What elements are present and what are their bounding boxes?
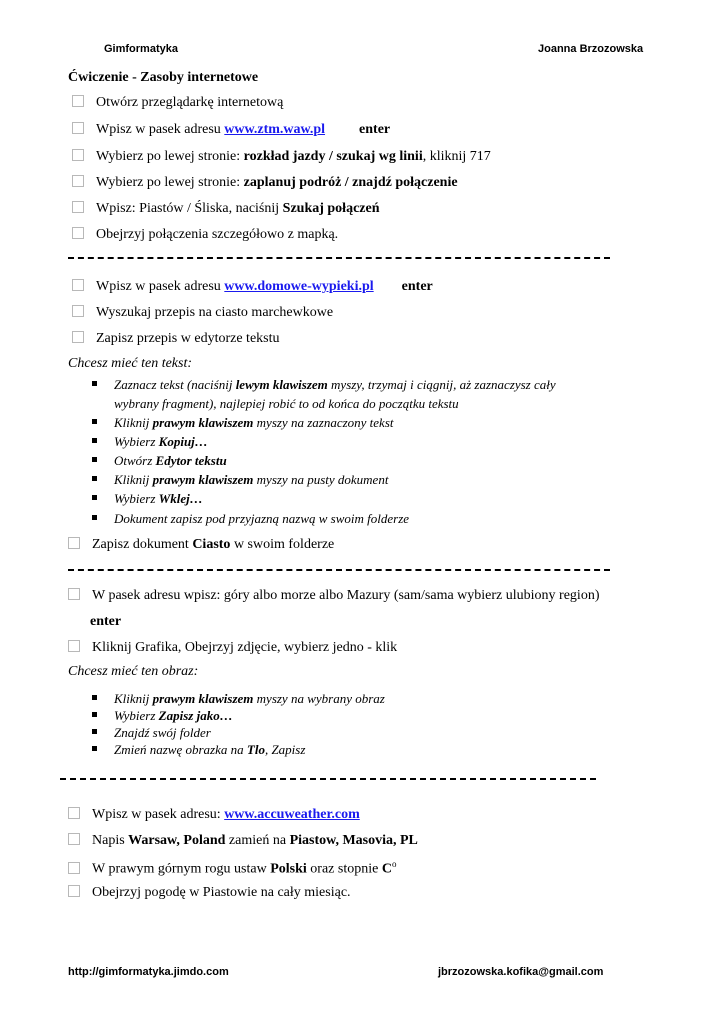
checkbox-icon xyxy=(72,305,84,317)
checkbox-icon xyxy=(68,885,80,897)
divider xyxy=(68,569,610,571)
list-item: Kliknij Grafika, Obejrzyj zdjęcie, wybierz jedno - klik xyxy=(68,640,397,656)
list-item: Kliknij prawym klawiszem myszy na zaznaczony tekst xyxy=(92,413,394,432)
list-item: W prawym górnym rogu ustaw Polski oraz stopnie $C^o$ xyxy=(68,859,396,878)
divider xyxy=(68,257,610,259)
checkbox-icon xyxy=(68,807,80,819)
list-item: Wybierz po lewej stronie: rozkład jazdy / szukaj wg linii, kliknij 717 xyxy=(72,149,491,165)
divider xyxy=(60,778,596,780)
bullet-icon xyxy=(92,457,97,462)
list-item: Wybierz po lewej stronie: zaplanuj podróż / znajdź połączenie xyxy=(72,175,458,191)
copy-image-heading: Chcesz mieć ten obraz: xyxy=(68,664,199,679)
list-item: Obejrzyj pogodę w Piastowie na cały miesiąc. xyxy=(68,885,351,901)
ztm-link[interactable]: www.ztm.waw.pl xyxy=(224,122,326,137)
bullet-icon xyxy=(92,438,97,443)
list-item: Otwórz Edytor tekstu xyxy=(92,451,227,470)
checkbox-icon xyxy=(72,175,84,187)
list-item: Napis Warsaw, Poland zamień na Piastow, Masovia, PL xyxy=(68,833,418,849)
copy-text-heading: Chcesz mieć ten tekst: xyxy=(68,356,193,371)
list-item: Wybierz Kopiuj… xyxy=(92,432,208,451)
list-item: Wpisz w pasek adresu www.domowe-wypieki.pl enter xyxy=(72,279,433,295)
list-item: Zaznacz tekst (naciśnij lewym klawiszem myszy, trzymaj i ciągnij, aż zaznaczysz cały wybrany fragment), najlepiej robić to od końca do początku tekstu xyxy=(92,375,556,413)
checkbox-icon xyxy=(72,279,84,291)
page-title: Ćwiczenie - Zasoby internetowe xyxy=(68,70,259,85)
checkbox-icon xyxy=(72,149,84,161)
bullet-icon xyxy=(92,476,97,481)
bullet-icon xyxy=(92,515,97,520)
list-item: Wyszukaj przepis na ciasto marchewkowe xyxy=(72,305,333,321)
checkbox-icon xyxy=(68,862,80,874)
list-item: Zmień nazwę obrazka na Tlo, Zapisz xyxy=(92,740,305,759)
checkbox-icon xyxy=(72,201,84,213)
checkbox-icon xyxy=(68,833,80,845)
enter-label: enter xyxy=(90,614,122,629)
list-item: Kliknij prawym klawiszem myszy na wybrany obraz xyxy=(92,689,385,708)
domowe-wypieki-link[interactable]: www.domowe-wypieki.pl xyxy=(224,279,374,294)
list-item: Zapisz przepis w edytorze tekstu xyxy=(72,331,280,347)
checkbox-icon xyxy=(72,95,84,107)
checkbox-icon xyxy=(68,588,80,600)
accuweather-link[interactable]: www.accuweather.com xyxy=(224,807,360,822)
bullet-icon xyxy=(92,695,97,700)
checkbox-icon xyxy=(68,640,80,652)
footer-email[interactable]: jbrzozowska.kofika@gmail.com xyxy=(438,966,604,978)
list-item: W pasek adresu wpisz: góry albo morze albo Mazury (sam/sama wybierz ulubiony region) xyxy=(68,588,599,604)
header-right: Joanna Brzozowska xyxy=(538,43,644,55)
footer-website[interactable]: http://gimformatyka.jimdo.com xyxy=(68,966,229,978)
list-item: Zapisz dokument Ciasto w swoim folderze xyxy=(68,537,334,553)
checkbox-icon xyxy=(72,331,84,343)
list-item: Wpisz: Piastów / Śliska, naciśnij Szukaj połączeń xyxy=(72,201,380,217)
list-item: Obejrzyj połączenia szczegółowo z mapką. xyxy=(72,227,338,243)
checkbox-icon xyxy=(72,122,84,134)
bullet-icon xyxy=(92,712,97,717)
list-item: Kliknij prawym klawiszem myszy na pusty dokument xyxy=(92,470,388,489)
header-left: Gimformatyka xyxy=(104,43,178,55)
checkbox-icon xyxy=(72,227,84,239)
list-item: Wybierz Wklej… xyxy=(92,489,203,508)
list-item: Wpisz w pasek adresu: www.accuweather.com xyxy=(68,807,360,823)
list-item: Znajdź swój folder xyxy=(92,723,211,742)
bullet-icon xyxy=(92,495,97,500)
bullet-icon xyxy=(92,729,97,734)
bullet-icon xyxy=(92,419,97,424)
bullet-icon xyxy=(92,746,97,751)
list-item: Wpisz w pasek adresu www.ztm.waw.pl enter xyxy=(72,122,390,138)
bullet-icon xyxy=(92,381,97,386)
checkbox-icon xyxy=(68,537,80,549)
list-item: Dokument zapisz pod przyjazną nazwą w swoim folderze xyxy=(92,509,409,528)
list-item: Otwórz przeglądarkę internetową xyxy=(72,95,283,111)
list-item: Wybierz Zapisz jako… xyxy=(92,706,233,725)
